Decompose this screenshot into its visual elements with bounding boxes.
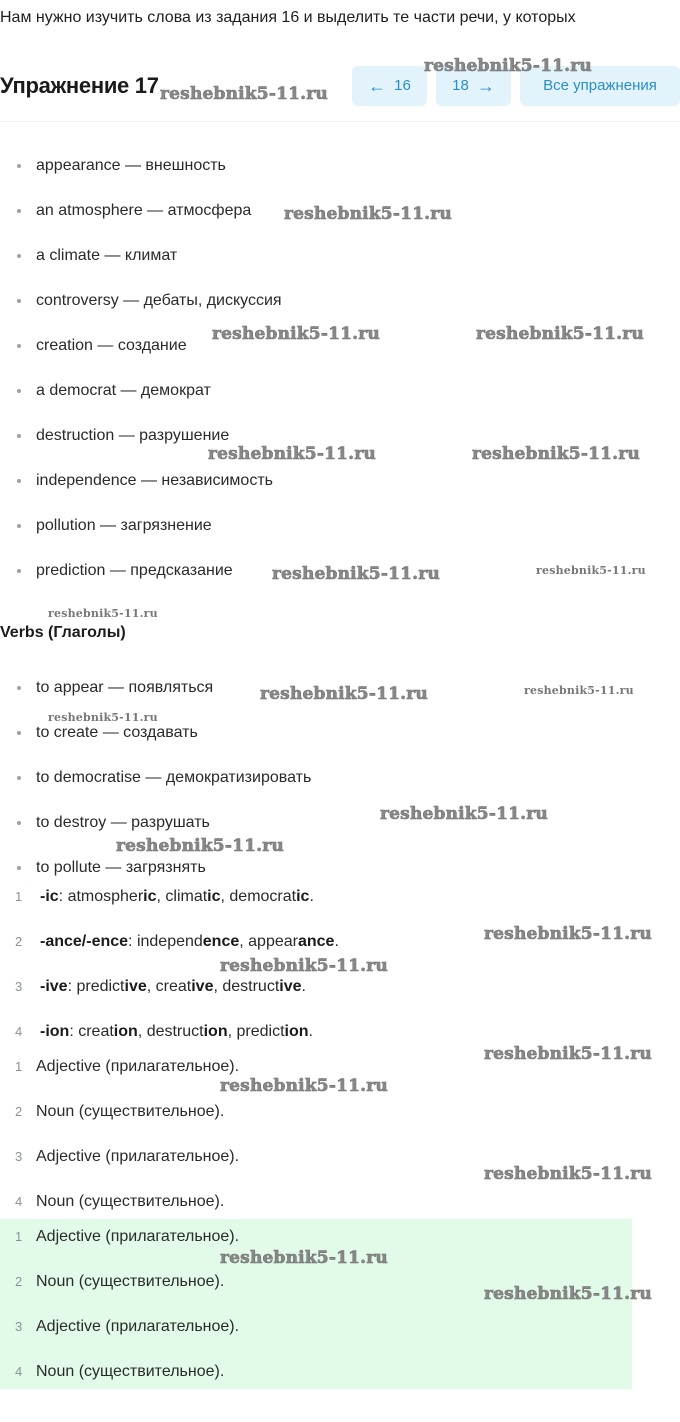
watermark: reshebnik5-11.ru [476, 324, 644, 344]
watermark: reshebnik5-11.ru [536, 564, 646, 577]
watermark: reshebnik5-11.ru [284, 204, 452, 224]
watermark: reshebnik5-11.ru [472, 444, 640, 464]
all-exercises-label: Все упражнения [543, 77, 657, 94]
watermark: reshebnik5-11.ru [380, 804, 548, 824]
prev-exercise-button[interactable] [352, 66, 427, 106]
page-title: Упражнение 17 [0, 73, 159, 98]
all-exercises-button[interactable] [520, 66, 680, 106]
watermark: reshebnik5-11.ru [484, 1164, 652, 1184]
watermark: reshebnik5-11.ru [116, 836, 284, 856]
watermark: reshebnik5-11.ru [524, 684, 634, 697]
watermark: reshebnik5-11.ru [484, 1044, 652, 1064]
watermark: reshebnik5-11.ru [484, 924, 652, 944]
exercise-header [0, 64, 680, 122]
arrow-right-icon: → [476, 76, 495, 96]
watermark: reshebnik5-11.ru [220, 956, 388, 976]
verbs-heading: Verbs (Глаголы) [0, 624, 126, 641]
watermark: reshebnik5-11.ru [220, 1076, 388, 1096]
watermark: reshebnik5-11.ru [48, 607, 158, 620]
prev-exercise-label: 16 [394, 77, 411, 94]
intro-text: Нам нужно изучить слова из задания 16 и выделить те части речи, у которых [0, 9, 576, 26]
watermark: reshebnik5-11.ru [260, 684, 428, 704]
watermark: reshebnik5-11.ru [212, 324, 380, 344]
watermark: reshebnik5-11.ru [48, 711, 158, 724]
arrow-left-icon: ← [368, 76, 387, 96]
watermark: reshebnik5-11.ru [208, 444, 376, 464]
watermark: reshebnik5-11.ru [272, 564, 440, 584]
next-exercise-button[interactable] [436, 66, 511, 106]
next-exercise-label: 18 [452, 77, 469, 94]
